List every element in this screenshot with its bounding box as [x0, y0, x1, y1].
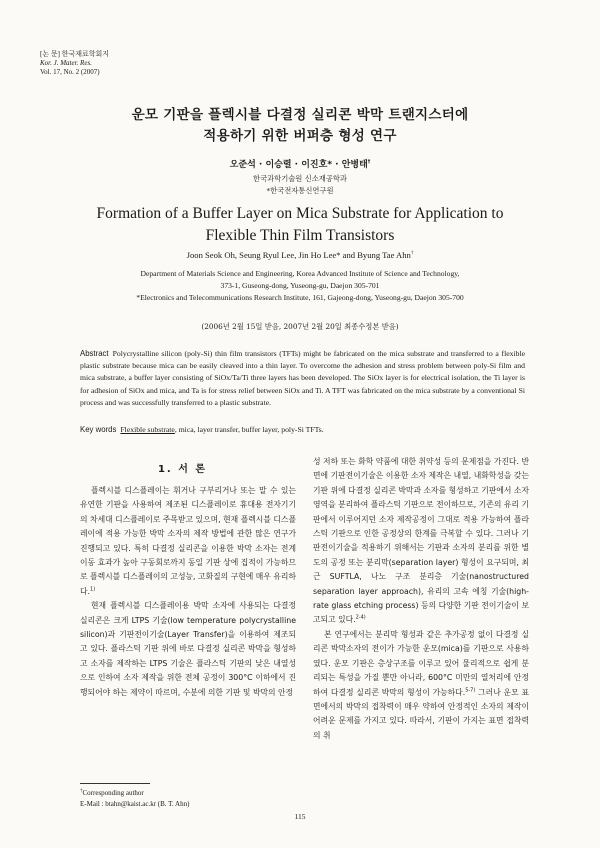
footnote-email: E-Mail : btahn@kaist.ac.kr (B. T. Ahn) [80, 800, 190, 808]
english-affiliations [80, 268, 520, 304]
korean-title [0, 105, 600, 147]
journal-header [40, 50, 109, 77]
paragraph [313, 455, 529, 628]
section-number: 1. [157, 464, 173, 475]
paragraph-text: 본 연구에서는 분리막 형성과 같은 추가공정 없이 다결정 실리콘 박막소자의 전이가 가능한 운모(mica)를 기판으로 사용하였다. 운모 기판은 층상구조를 이루고 있어 물리적으로 쉽게 분리되는 특성을 가질 뿐만 아니라, 600°C 미만의 열처리에 안정하여 다결정 실리콘 박막의 형성이 가능하다. [313, 629, 529, 697]
abstract [80, 348, 525, 409]
journal-name-english: Kor. J. Mater. Res. [40, 59, 92, 67]
paragraph-text: 플렉시블 디스플레이는 휘거나 구부리거나 또는 말 수 있는 유연한 기판을 사용하여 제조된 디스플레이로 휴대용 전자기기의 차세대 디스플레이로 주목받고 있으며, 현재 플렉시블 디스플레이에 적용 가능한 박막 소자의 제작 방법에 관한 많은 연구가 진행되고 있다. 특히 다결정 실리콘을 이용한 박막 소자는 전계 이동 효과가 높아 구동회로까지 동일 기판 상에 집적이 가능하므로 플렉시블 디스플레이의 고성능, 고화질의 구현에 매우 유리하다. [80, 486, 296, 596]
keywords [80, 425, 525, 434]
english-corresponding-mark: † [410, 251, 414, 257]
journal-name-korean: [논 문] 한국재료학회지 [40, 50, 110, 58]
footnote-mark: † [80, 788, 83, 794]
english-affiliation-2: 373-1, Guseong-dong, Yuseong-gu, Daejon 305-701 [220, 281, 380, 290]
section-heading [75, 460, 290, 475]
korean-title-line1: 운모 기판을 플렉시블 다결정 실리콘 박막 트랜지스터에 [131, 107, 469, 123]
english-title-line1: Formation of a Buffer Layer on Mica Substrate for Application to [96, 205, 504, 222]
received-dates: (2006년 2월 15일 받음, 2007년 2월 20일 최종수정본 받음) [201, 322, 399, 331]
page-number: 115 [294, 812, 306, 821]
journal-volume: Vol. 17, No. 2 (2007) [40, 68, 100, 76]
keyword-first: Flexible substrate [120, 425, 175, 434]
english-title [0, 203, 600, 247]
korean-affiliations [0, 173, 600, 197]
abstract-label: Abstract [80, 349, 109, 358]
english-affiliation-3: *Electronics and Telecommunications Research Institute, 161, Gajeong-dong, Yuseong-gu, Daejon 305-700 [136, 293, 464, 302]
keywords-rest: , mica, layer transfer, buffer layer, poly-Si TFTs. [174, 425, 324, 434]
section-title: 서 론 [178, 464, 208, 475]
abstract-text: Polycrystalline silicon (poly-Si) thin film transistors (TFTs) might be fabricated on the mica substrate and transferred to a flexible plastic substrate because mica can be easily cleaved into a thin layer. To overcome the adhesion and stress problem between poly-Si film and mica substrate, a buffer layer consisting of SiOx/Ta/Ti three layers has been developed. The SiOx layer is for electrical isolation, the Ti layer is for adhesion of SiOx and mica, and Ta is for stress relief between SiOx and Ti. A TFT was fabricated on the mica substrate by a conventional Si process and was successfully transferred to a plastic substrate. [80, 349, 525, 407]
citation: 5-7) [465, 686, 476, 693]
korean-title-line2: 적용하기 위한 버퍼층 형성 연구 [203, 128, 397, 144]
body-left-column [80, 484, 296, 700]
keywords-label: Key words [80, 425, 117, 434]
korean-authors [0, 157, 600, 170]
paragraph-text-cont: 그러나 운모 표면에서의 박막의 접착력이 매우 약하여 안정적인 소자의 제작이 어려운 문제를 가지고 있다. 따라서, 기판이 가지는 표면 접착력의 취 [313, 687, 529, 740]
english-affiliation-1: Department of Materials Science and Engineering, Korea Advanced Institute of Science and Technology, [140, 269, 460, 278]
paragraph-text: 현재 플렉시블 디스플레이용 박막 소자에 사용되는 다결정 실리콘은 크게 LTPS 기술(low temperature polycrystalline silicon)과 기판전이기술(Layer Transfer)을 이용하여 제조되고 있다. 플라스틱 기판 위에 바로 다결정 실리콘 박막을 형성하고 소자를 제작하는 LTPS 기술은 플라스틱 기판의 낮은 내열성으로 인하여 소자 제작을 위한 전체 공정이 300°C 이하에서 진행되어야 하는 제약이 따르며, 수분에 의한 기판 및 박막의 안정 [80, 601, 296, 697]
english-author-names: Joon Seok Oh, Seung Ryul Lee, Jin Ho Lee* and Byung Tae Ahn [186, 250, 411, 260]
paragraph [80, 484, 296, 599]
footnote-corresponding: Corresponding author [82, 789, 144, 797]
english-title-line2: Flexible Thin Film Transistors [205, 227, 395, 244]
korean-author-names: 오준석 · 이승렬 · 이진호* · 안병태 [229, 160, 368, 170]
paragraph [80, 599, 296, 700]
korean-affiliation-1: 한국과학기술원 신소재공학과 [253, 174, 347, 183]
english-authors [0, 250, 600, 260]
citation: 1) [90, 586, 96, 593]
body-right-column [313, 455, 529, 743]
footnote-divider [80, 783, 150, 784]
paragraph-text: 성 저하 또는 화학 약품에 대한 취약성 등의 문제점을 가진다. 반면에 기판전이기술은 이용한 소자 제작은 내열, 내화학성을 갖는 기판 위에 다결정 실리콘 박막과 소자를 형성하고 기판에서 소자영역을 분리하여 플라스틱 기판으로 전이하므로, 기존의 유리 기판에서 이루어지던 소자 제작공정이 그대로 적용 가능하여 플라스틱 기판으로 인한 공정상의 한계를 극복할 수 있다. 그러나 기판전이기술을 적용하기 위해서는 기판과 소자의 분리를 위한 별도의 공정 또는 분리막(separation layer) 형성이 요구되며, 최근 SUFTLA, 나노 구조 분리층 기술(nanostructured separation layer approach), 유리의 고속 에칭 기술(high-rate glass etching process) 등의 다양한 기판 전이기술이 보고되고 있다. [313, 457, 529, 625]
korean-affiliation-2: *한국전자통신연구원 [266, 186, 334, 195]
citation: 2-4) [355, 614, 366, 621]
footnote [80, 788, 189, 810]
paragraph [313, 628, 529, 743]
corresponding-mark: † [367, 159, 371, 165]
